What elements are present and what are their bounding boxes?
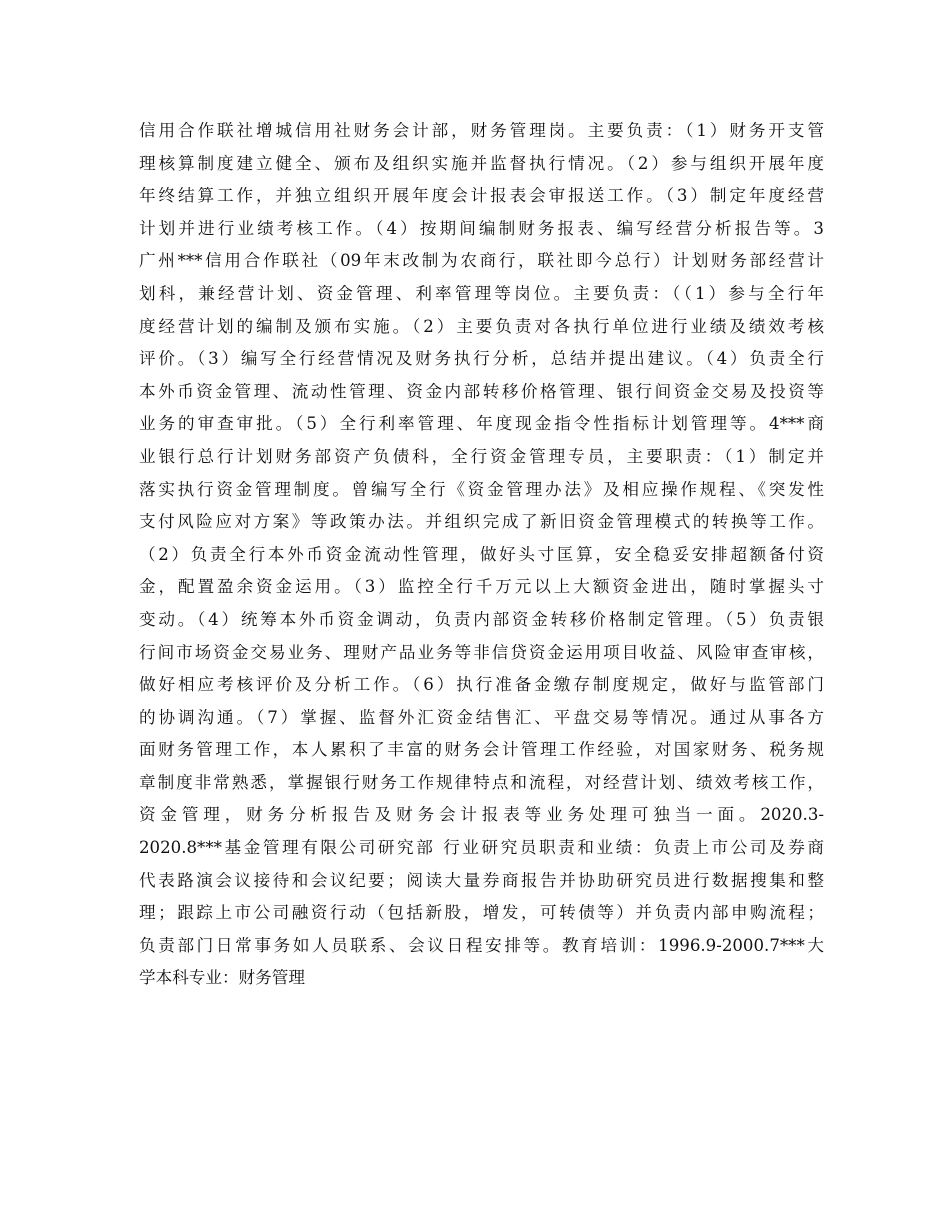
text-line: 业务的审查审批。（5）全行利率管理、年度现金指令性指标计划管理等。4***商: [139, 414, 824, 434]
text-line: 理；跟踪上市公司融资行动（包括新股，增发，可转债等）并负责内部申购流程；: [139, 903, 824, 923]
text-line: 度经营计划的编制及颁布实施。（2）主要负责对各执行单位进行业绩及绩效考核: [139, 316, 824, 336]
text-line: 年终结算工作，并独立组织开展年度会计报表会审报送工作。（3）制定年度经营: [139, 186, 824, 206]
text-line: 行间市场资金交易业务、理财产品业务等非信贷资金运用项目收益、风险审查审核，: [139, 642, 824, 662]
text-line: 金，配置盈余资金运用。（3）监控全行千万元以上大额资金进出，随时掌握头寸: [139, 577, 824, 597]
text-line: 信用合作联社增城信用社财务会计部，财务管理岗。主要负责：（1）财务开支管: [139, 121, 824, 140]
text-line: 划科，兼经营计划、资金管理、利率管理等岗位。主要负责：（（1）参与全行年: [139, 283, 824, 303]
text-line: 本外币资金管理、流动性管理、资金内部转移价格管理、银行间资金交易及投资等: [139, 381, 824, 401]
text-line: 学本科专业：财务管理: [139, 968, 305, 988]
text-line: 评价。（3）编写全行经营情况及财务执行分析，总结并提出建议。（4）负责全行: [139, 349, 824, 369]
text-line: 负责部门日常事务如人员联系、会议日程安排等。教育培训：1996.9-2000.7***大: [139, 935, 824, 955]
text-line: 的协调沟通。（7）掌握、监督外汇资金结售汇、平盘交易等情况。通过从事各方: [139, 707, 824, 727]
text-line: 变动。（4）统筹本外币资金调动，负责内部资金转移价格制定管理。（5）负责银: [139, 609, 824, 629]
text-line: 广州***信用合作联社（09年末改制为农商行，联社即今总行）计划财务部经营计: [139, 251, 824, 271]
text-line: 2020.8***基金管理有限公司研究部 行业研究员职责和业绩：负责上市公司及券商: [139, 838, 824, 858]
text-line: 计划并进行业绩考核工作。（4）按期间编制财务报表、编写经营分析报告等。3: [139, 218, 824, 238]
text-line: 资金管理，财务分析报告及财务会计报表等业务处理可独当一面。2020.3-: [139, 805, 824, 825]
text-line: 理核算制度建立健全、颁布及组织实施并监督执行情况。（2）参与组织开展年度: [139, 153, 824, 173]
text-line: 业银行总行计划财务部资产负债科，全行资金管理专员，主要职责：（1）制定并: [139, 446, 824, 466]
text-line: 支付风险应对方案》等政策办法。并组织完成了新旧资金管理模式的转换等工作。: [139, 512, 824, 532]
text-line: 落实执行资金管理制度。曾编写全行《资金管理办法》及相应操作规程、《突发性: [139, 479, 824, 499]
body-paragraph: [139, 115, 824, 995]
text-line: 章制度非常熟悉，掌握银行财务工作规律特点和流程，对经营计划、绩效考核工作，: [139, 772, 824, 792]
text-line: 面财务管理工作，本人累积了丰富的财务会计管理工作经验，对国家财务、税务规: [139, 740, 824, 760]
text-line: （2）负责全行本外币资金流动性管理，做好头寸匡算，安全稳妥安排超额备付资: [139, 544, 824, 564]
text-line: 做好相应考核评价及分析工作。（6）执行准备金缴存制度规定，做好与监管部门: [139, 675, 824, 695]
text-line: 代表路演会议接待和会议纪要；阅读大量券商报告并协助研究员进行数据搜集和整: [139, 870, 824, 890]
